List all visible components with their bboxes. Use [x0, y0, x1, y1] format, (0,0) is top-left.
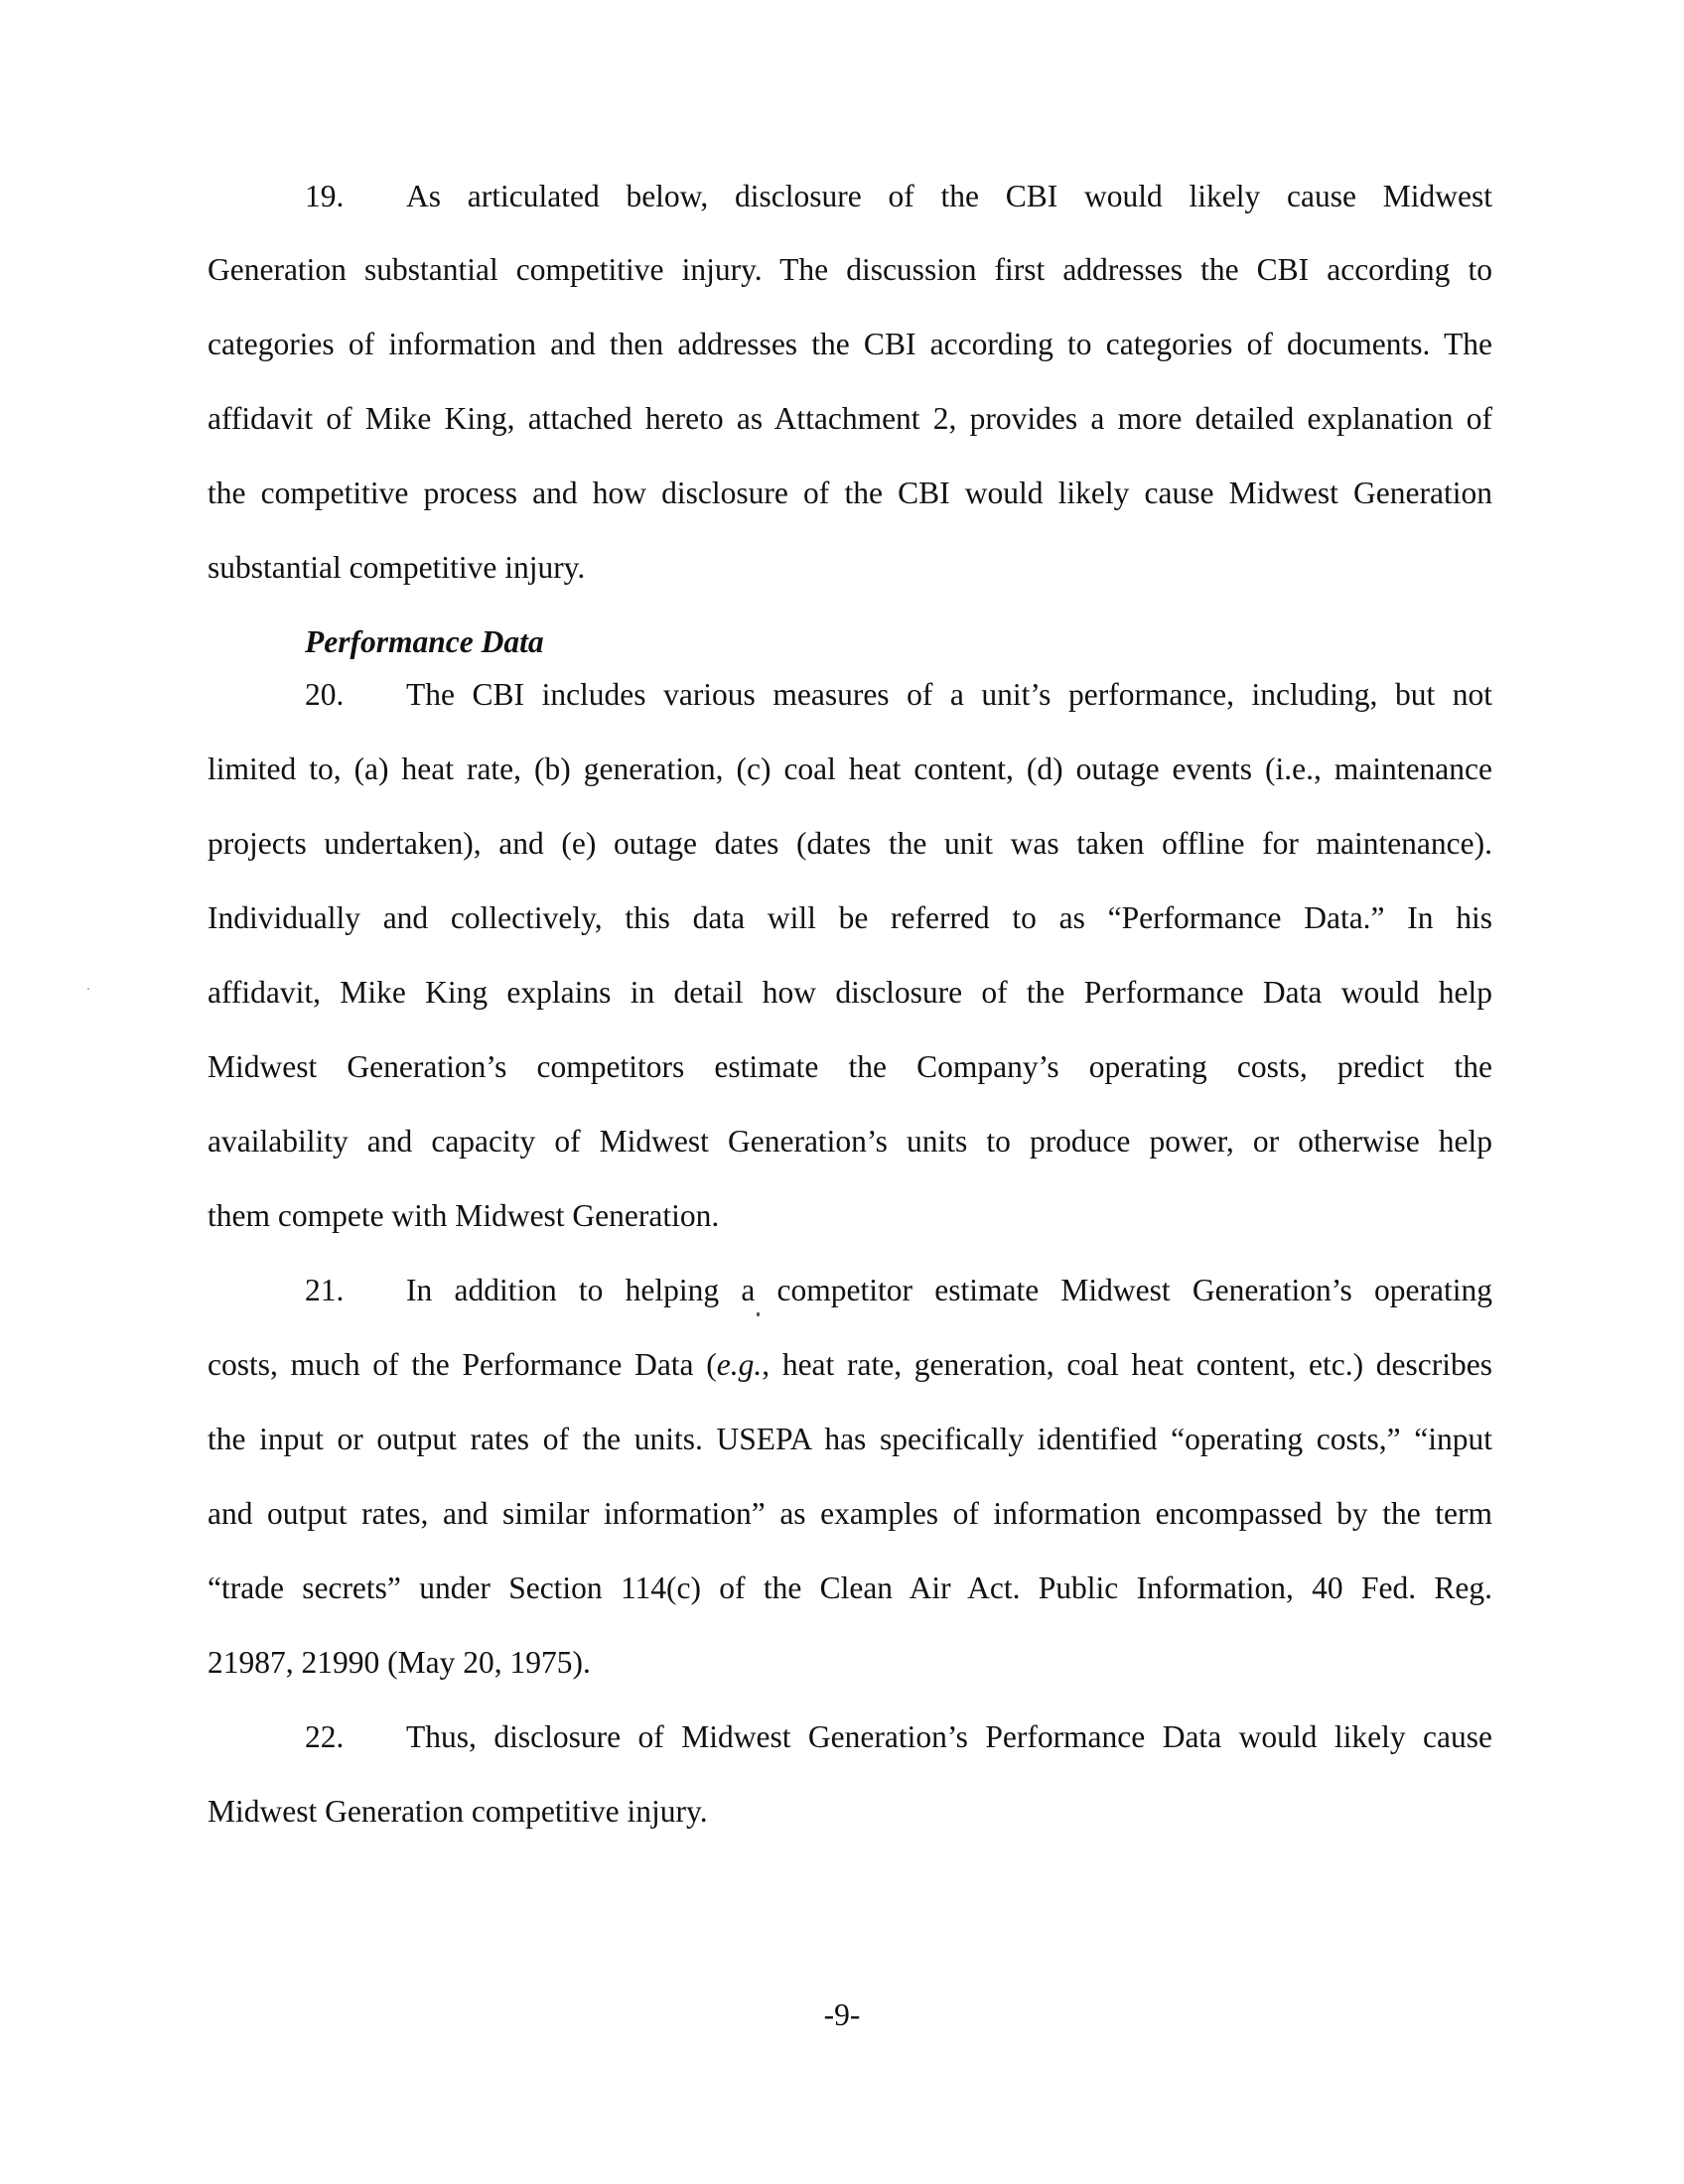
paragraph-19-line-4: affidavit of Mike King, attached hereto as Attachment 2, provides a more detailed explanation of [208, 401, 1492, 436]
paragraph-20-line-1 [305, 675, 1492, 715]
paragraph-20-line-7: availability and capacity of Midwest Generation’s units to produce power, or otherwise help [208, 1124, 1492, 1159]
paragraph-21-line-4: and output rates, and similar information” as examples of information encompassed by the term [208, 1496, 1492, 1531]
paragraph-number: 21. [305, 1273, 345, 1307]
paragraph-21-line-6: 21987, 21990 (May 20, 1975). [208, 1645, 591, 1680]
paragraph-20-line-2: limited to, (a) heat rate, (b) generation, (c) coal heat content, (d) outage events (i.e., maintenance [208, 751, 1492, 786]
paragraph-21-line-3: the input or output rates of the units. USEPA has specifically identified “operating costs,” “input [208, 1422, 1492, 1456]
paragraph-20-line-5: affidavit, Mike King explains in detail how disclosure of the Performance Data would help [208, 975, 1492, 1010]
paragraph-number: 19. [305, 179, 345, 213]
paragraph-21-line-1 [305, 1271, 1492, 1310]
section-heading: Performance Data [305, 624, 544, 659]
paragraph-20-line-8: them compete with Midwest Generation. [208, 1198, 720, 1233]
paragraph-number: 20. [305, 677, 345, 712]
paragraph-20-line-4: Individually and collectively, this data will be referred to as “Performance Data.” In his [208, 900, 1492, 935]
paragraph-19-line-3: categories of information and then addresses the CBI according to categories of documents. The [208, 327, 1492, 361]
paragraph-19-line-2: Generation substantial competitive injury. The discussion first addresses the CBI according to [208, 252, 1492, 287]
paragraph-21-line-2: costs, much of the Performance Data (e.g., heat rate, generation, coal heat content, etc.) describes [208, 1347, 1492, 1382]
line-text: In addition to helping a competitor estimate Midwest Generation’s operating [406, 1273, 1492, 1307]
line-text: As articulated below, disclosure of the CBI would likely cause Midwest [406, 179, 1492, 213]
line-text: The CBI includes various measures of a unit’s performance, including, but not [406, 677, 1492, 712]
paragraph-19-line-5: the competitive process and how disclosure of the CBI would likely cause Midwest Generation [208, 476, 1492, 510]
scan-speck [757, 1312, 760, 1316]
paragraph-22-line-1 [305, 1717, 1492, 1757]
paragraph-22-line-2: Midwest Generation competitive injury. [208, 1794, 708, 1829]
paragraph-19-line-6: substantial competitive injury. [208, 550, 586, 585]
paragraph-19-line-1 [305, 177, 1492, 216]
paragraph-20-line-3: projects undertaken), and (e) outage dates (dates the unit was taken offline for maintenance). [208, 826, 1492, 861]
page-number: -9- [823, 1997, 861, 2032]
line-text: Thus, disclosure of Midwest Generation’s Performance Data would likely cause [406, 1719, 1492, 1754]
paragraph-number: 22. [305, 1719, 345, 1754]
paragraph-20-line-6: Midwest Generation’s competitors estimate the Company’s operating costs, predict the [208, 1049, 1492, 1084]
scan-speck [87, 988, 89, 990]
paragraph-21-line-5: “trade secrets” under Section 114(c) of the Clean Air Act. Public Information, 40 Fed. Reg. [208, 1570, 1492, 1605]
